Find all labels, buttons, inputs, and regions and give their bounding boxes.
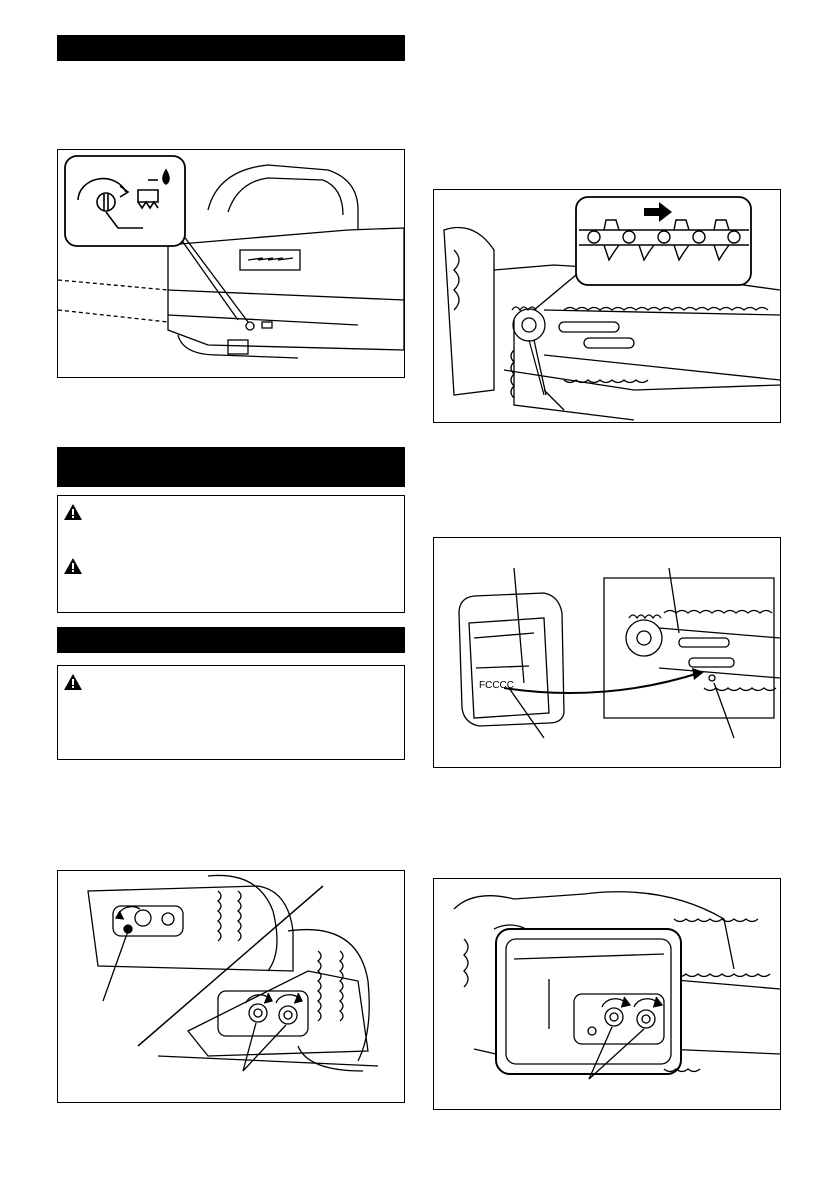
warning-box-2	[57, 665, 405, 760]
figure-loosen-nuts	[57, 870, 405, 1103]
figure-sprocket-cover	[433, 537, 781, 768]
section-heading-bar-3	[57, 627, 405, 653]
arrow-head-icon	[692, 668, 704, 680]
chain-direction-illustration	[434, 190, 780, 422]
oil-adjust-illustration	[58, 150, 404, 377]
figure-oil-adjust	[57, 149, 405, 378]
figure-chain-direction	[433, 189, 781, 423]
sprocket-cover-illustration	[434, 538, 780, 767]
svg-text:FCCCC: FCCCC	[479, 680, 514, 691]
section-heading-bar-2	[57, 447, 405, 487]
section-heading-bar-1	[57, 35, 405, 61]
warning-triangle-icon	[64, 504, 82, 520]
tighten-nuts-illustration	[434, 879, 780, 1109]
warning-triangle-icon	[64, 674, 82, 690]
warning-triangle-icon	[64, 558, 82, 574]
warning-box-1	[57, 495, 405, 613]
loosen-nuts-illustration	[58, 871, 404, 1102]
figure-tighten-nuts	[433, 878, 781, 1110]
